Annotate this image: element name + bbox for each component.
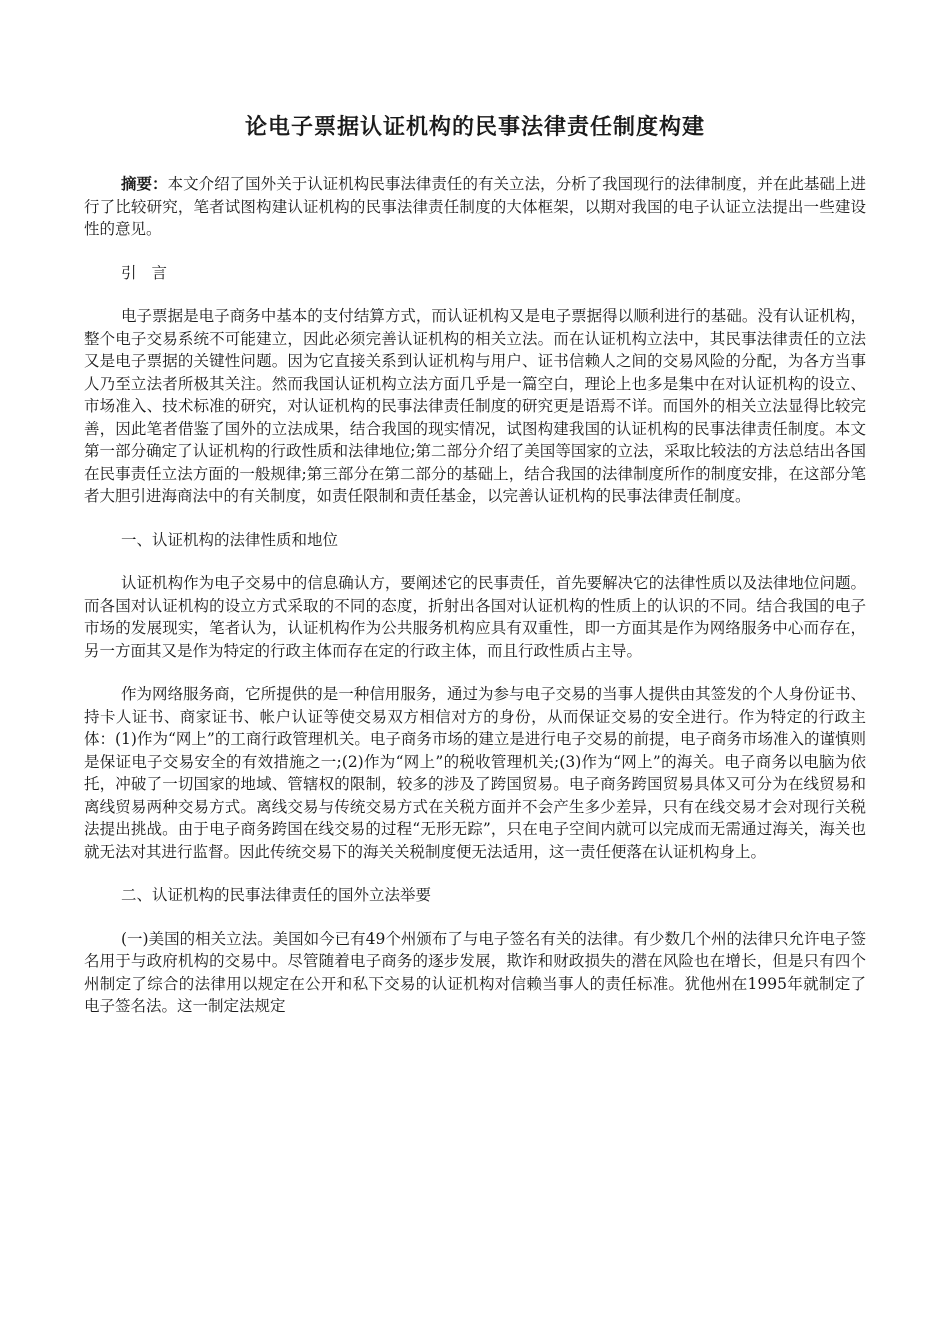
intro-heading bbox=[84, 262, 866, 285]
document-body bbox=[84, 173, 866, 1039]
section1-heading: 一、认证机构的法律性质和地位 bbox=[121, 530, 339, 549]
section2-heading: 二、认证机构的民事法律责任的国外立法举要 bbox=[121, 886, 432, 904]
section1-paragraph-2: 作为网络服务商，它所提供的是一种信用服务，通过为参与电子交易的当事人提供由其签发的个人身份证书、持卡人证书、商家证书、帐户认证等使交易双方相信对方的身份，从而保证交易的安全进行。作为特定的行政主体：(1)作为“网上”的工商行政管理机关。电子商务市场的建立是进行电子交易的前提，电子商务市场准入的谨慎则是保证电子交易安全的有效措施之一;(2)作为“网上”的税收管理机关;(3)作为“网上”的海关。电子商务以电脑为依托，冲破了一切国家的地域、管辖权的限制，较多的涉及了跨国贸易。电子商务跨国贸易具体又可分为在线贸易和离线贸易两种交易方式。离线交易与传统交易方式在关税方面并不会产生多少差异，只有在线交易才会对现行关税法提出挑战。由于电子商务跨国在线交易的过程“无形无踪”，只在电子空间内就可以完成而无需通过海关，海关也就无法对其进行监督。因此传统交易下的海关关税制度便无法适用，这一责任便落在认证机构身上。 bbox=[84, 685, 866, 861]
document-title: 论电子票据认证机构的民事法律责任制度构建 bbox=[244, 114, 705, 140]
section2-paragraph-1: (一)美国的相关立法。美国如今已有49个州颁布了与电子签名有关的法律。有少数几个州的法律只允许电子签名用于与政府机构的交易中。尽管随着电子商务的逐步发展，欺诈和财政损失的潜在风险也在增长，但是只有四个州制定了综合的法律用以规定在公开和私下交易的认证机构对信赖当事人的责任标准。犹他州在1995年就制定了电子签名法。这一制定法规定 bbox=[84, 929, 866, 1015]
abstract-paragraph bbox=[84, 173, 866, 241]
intro-heading-text: 引言 bbox=[121, 263, 183, 282]
intro-paragraph: 电子票据是电子商务中基本的支付结算方式，而认证机构又是电子票据得以顺利进行的基础。没有认证机构，整个电子交易系统不可能建立，因此必须完善认证机构的相关立法。而在认证机构立法中，其民事法律责任的立法又是电子票据的关键性问题。因为它直接关系到认证机构与用户、证书信赖人之间的交易风险的分配，为各方当事人乃至立法者所极其关注。然而我国认证机构立法方面几乎是一篇空白，理论上也多是集中在对认证机构的设立、市场准入、技术标准的研究，对认证机构的民事法律责任制度的研究更是语焉不详。而国外的相关立法显得比较完善，因此笔者借鉴了国外的立法成果，结合我国的现实情况，试图构建我国的认证机构的民事法律责任制度。本文第一部分确定了认证机构的行政性质和法律地位;第二部分介绍了美国等国家的立法，采取比较法的方法总结出各国在民事责任立法方面的一般规律;第三部分在第二部分的基础上，结合我国的法律制度所作的制度安排，在这部分笔者大胆引进海商法中的有关制度，如责任限制和责任基金，以完善认证机构的民事法律责任制度。 bbox=[84, 307, 866, 505]
section1-paragraph-1: 认证机构作为电子交易中的信息确认方，要阐述它的民事责任，首先要解决它的法律性质以及法律地位问题。而各国对认证机构的设立方式采取的不同的态度，折射出各国对认证机构的性质上的认识的不同。结合我国的电子市场的发展现实，笔者认为，认证机构作为公共服务机构应具有双重性，即一方面其是作为网络服务中心而存在，另一方面其又是作为特定的行政主体而存在定的行政主体，而且行政性质占主导。 bbox=[84, 574, 866, 660]
abstract-text: 本文介绍了国外关于认证机构民事法律责任的有关立法，分析了我国现行的法律制度，并在此基础上进行了比较研究，笔者试图构建认证机构的民事法律责任制度的大体框架，以期对我国的电子认证立法提出一些建设性的意见。 bbox=[84, 175, 866, 238]
abstract-label: 摘要： bbox=[121, 174, 168, 193]
